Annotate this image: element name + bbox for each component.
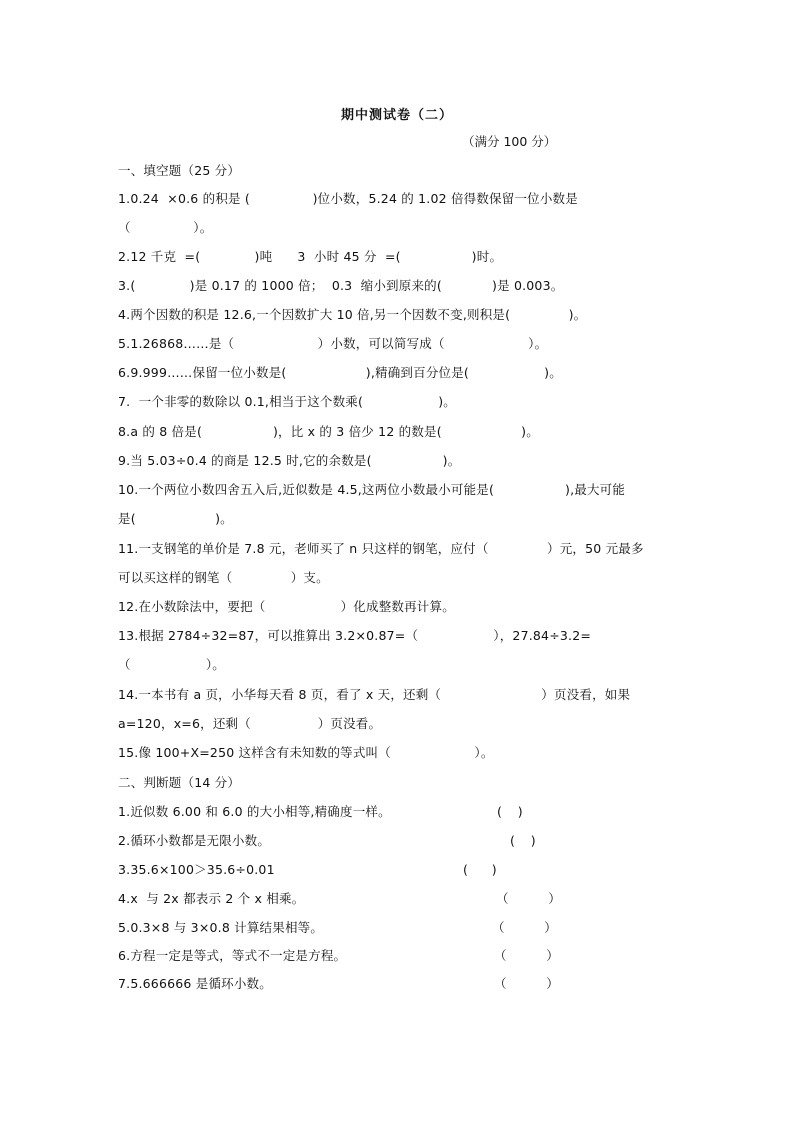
judge-answer-5: （ ） — [492, 920, 557, 935]
fill-line-19: a=120，x=6，还剩（ ）页没看。 — [118, 716, 382, 731]
fill-line-7: 6.9.999……保留一位小数是( ),精确到百分位是( )。 — [118, 365, 562, 380]
judge-answer-6: （ ） — [494, 948, 559, 963]
fill-line-9: 8.a 的 8 倍是( )，比 x 的 3 倍少 12 的数是( )。 — [118, 424, 539, 439]
fill-line-1: 1.0.24 ×0.6 的积是 ( )位小数，5.24 的 1.02 倍得数保留一位小数是 — [118, 191, 578, 206]
fill-line-8: 7. 一个非零的数除以 0.1,相当于这个数乘( )。 — [118, 394, 456, 409]
section2-heading: 二、判断题（14 分） — [118, 775, 241, 790]
page-subtitle: （满分 100 分） — [462, 134, 557, 149]
fill-line-18: 14.一本书有 a 页，小华每天看 8 页，看了 x 天，还剩（ ）页没看，如果 — [118, 687, 631, 702]
fill-line-5: 4.两个因数的积是 12.6,一个因数扩大 10 倍,另一个因数不变,则积是( )。 — [118, 307, 587, 322]
judge-answer-1: ( ) — [497, 804, 523, 819]
fill-line-4: 3.( )是 0.17 的 1000 倍； 0.3 缩小到原来的( )是 0.003。 — [118, 278, 564, 293]
fill-line-3: 2.12 千克 =( )吨 3 小时 45 分 =( )时。 — [118, 249, 503, 264]
fill-line-12: 是( )。 — [118, 511, 233, 526]
page-title: 期中测试卷（二） — [340, 108, 453, 123]
fill-line-10: 9.当 5.03÷0.4 的商是 12.5 时,它的余数是( )。 — [118, 453, 461, 468]
judge-answer-4: （ ） — [496, 891, 561, 906]
fill-line-6: 5.1.26868……是（ ）小数，可以简写成（ ）。 — [118, 336, 548, 351]
fill-line-20: 15.像 100+X=250 这样含有未知数的等式叫（ ）。 — [118, 745, 494, 760]
fill-line-2: （ ）。 — [118, 220, 213, 235]
fill-line-14: 可以买这样的钢笔（ ）支。 — [118, 570, 329, 585]
judge-item-4: 4.x 与 2x 都表示 2 个 x 相乘。 — [118, 891, 305, 906]
judge-item-1: 1.近似数 6.00 和 6.0 的大小相等,精确度一样。 — [118, 804, 391, 819]
fill-line-13: 11.一支钢笔的单价是 7.8 元，老师买了 n 只这样的钢笔，应付（ ）元，50 元最多 — [118, 541, 644, 556]
fill-line-15: 12.在小数除法中，要把（ ）化成整数再计算。 — [118, 599, 455, 614]
judge-item-3: 3.35.6×100＞35.6÷0.01 — [118, 862, 275, 877]
judge-answer-7: （ ） — [494, 976, 559, 991]
judge-item-5: 5.0.3×8 与 3×0.8 计算结果相等。 — [118, 920, 324, 935]
section1-heading: 一、填空题（25 分） — [118, 163, 241, 178]
judge-answer-2: ( ) — [510, 833, 536, 848]
judge-item-6: 6.方程一定是等式，等式不一定是方程。 — [118, 948, 347, 963]
fill-line-11: 10.一个两位小数四舍五入后,近似数是 4.5,这两位小数最小可能是( ),最大可能 — [118, 482, 626, 497]
judge-item-2: 2.循环小数都是无限小数。 — [118, 833, 271, 848]
judge-answer-3: ( ) — [463, 862, 497, 877]
fill-line-16: 13.根据 2784÷32=87，可以推算出 3.2×0.87=（ ），27.84÷3.2= — [118, 628, 592, 643]
judge-item-7: 7.5.666666 是循环小数。 — [118, 976, 272, 991]
fill-line-17: （ ）。 — [118, 657, 225, 672]
